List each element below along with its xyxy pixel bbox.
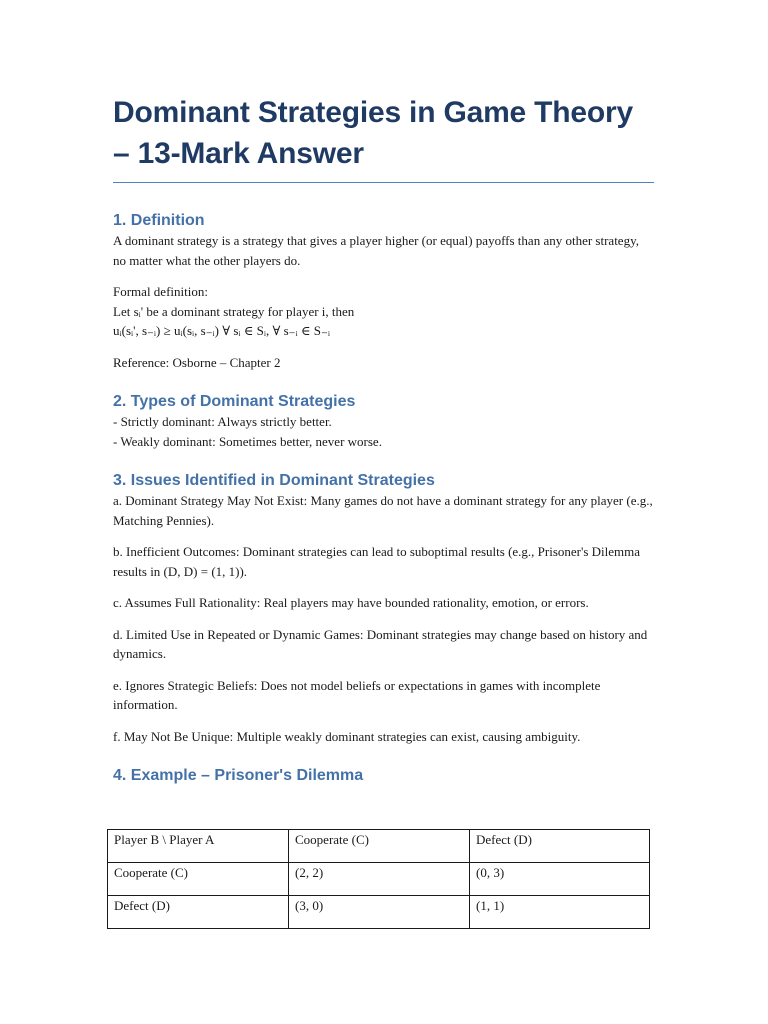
section-heading-types: 2. Types of Dominant Strategies <box>113 393 356 410</box>
table-cell: (0, 3) <box>470 863 650 896</box>
formal-definition-label: Formal definition: <box>113 284 208 299</box>
section-heading-definition: 1. Definition <box>113 212 205 229</box>
table-header-row <box>108 830 650 863</box>
issue-item-d: d. Limited Use in Repeated or Dynamic Games: Dominant strategies may change based on history and dynamics. <box>113 626 648 661</box>
payoff-table <box>107 829 650 929</box>
table-cell: Defect (D) <box>108 896 289 929</box>
issue-item-a: a. Dominant Strategy May Not Exist: Many games do not have a dominant strategy for any player (e.g., Matching Pennies). <box>113 493 653 528</box>
document-page <box>113 92 654 786</box>
table-cell: Player B \ Player A <box>108 830 289 863</box>
reference-text: Reference: Osborne – Chapter 2 <box>113 354 281 370</box>
formal-definition-formula: uᵢ(sᵢ', s₋ᵢ) ≥ uᵢ(sᵢ, s₋ᵢ) ∀ sᵢ ∈ Sᵢ, ∀ s₋ᵢ ∈ S₋ᵢ <box>113 323 331 338</box>
issue-item-b: b. Inefficient Outcomes: Dominant strategies can lead to suboptimal results (e.g., Prisoner's Dilemma results in (D, D) = (1, 1)). <box>113 544 641 579</box>
table-cell: (3, 0) <box>289 896 470 929</box>
section-heading-issues: 3. Issues Identified in Dominant Strategies <box>113 472 435 489</box>
section-heading-example: 4. Example – Prisoner's Dilemma <box>113 767 364 784</box>
table-cell: Cooperate (C) <box>289 830 470 863</box>
list-item: - Weakly dominant: Sometimes better, never worse. <box>113 433 382 449</box>
table-cell: Cooperate (C) <box>108 863 289 896</box>
list-item: - Strictly dominant: Always strictly better. <box>113 414 332 429</box>
issue-item-e: e. Ignores Strategic Beliefs: Does not model beliefs or expectations in games with incomplete information. <box>113 677 601 712</box>
table-cell: (2, 2) <box>289 863 470 896</box>
page-title: Dominant Strategies in Game Theory – 13-Mark Answer <box>113 92 654 183</box>
table-row <box>108 896 650 929</box>
issue-item-f: f. May Not Be Unique: Multiple weakly dominant strategies can exist, causing ambiguity. <box>113 728 581 744</box>
table-cell: (1, 1) <box>470 896 650 929</box>
table-cell: Defect (D) <box>470 830 650 863</box>
table-row <box>108 863 650 896</box>
definition-paragraph: A dominant strategy is a strategy that gives a player higher (or equal) payoffs than any other strategy, no matter what the other players do. <box>113 233 639 268</box>
formal-definition-line: Let sᵢ' be a dominant strategy for player i, then <box>113 303 355 319</box>
issue-item-c: c. Assumes Full Rationality: Real players may have bounded rationality, emotion, or errors. <box>113 595 589 610</box>
